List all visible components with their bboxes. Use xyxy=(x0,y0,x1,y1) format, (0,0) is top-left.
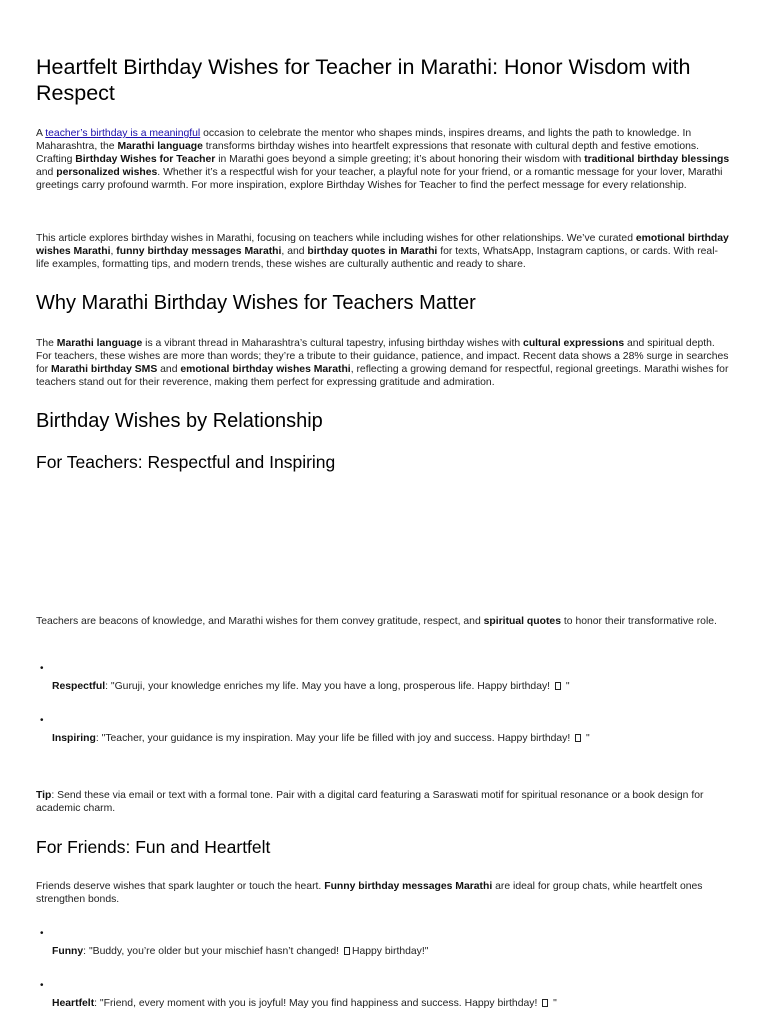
bold-term: Marathi language xyxy=(56,338,143,349)
bold-term: Funny birthday messages Marathi xyxy=(324,881,493,892)
wish-text: : "Buddy, you’re older but your mischief hasn’t changed! xyxy=(83,946,340,957)
wish-label: Inspiring xyxy=(52,733,96,744)
bold-term: cultural expressions xyxy=(523,338,625,349)
bullet-marker: • xyxy=(40,928,44,939)
wish-text: : "Friend, every moment with you is joyful! May you find happiness and success. Happy birthday! xyxy=(94,998,538,1009)
bold-term: Birthday Wishes for Teacher xyxy=(75,154,216,165)
intro-paragraph-2 xyxy=(36,232,730,271)
text-run: to honor their transformative role. xyxy=(561,616,717,627)
bullet-marker: • xyxy=(40,663,44,674)
bold-term: Marathi language xyxy=(117,141,203,152)
text-run: transforms birthday wishes into heartfelt expressions that resonate with cultural depth and festive emotions. Crafting xyxy=(36,141,700,165)
list-item xyxy=(52,680,722,693)
bullet-marker: • xyxy=(40,980,44,991)
text-run: , and xyxy=(281,246,308,257)
wish-label: Respectful xyxy=(52,681,106,692)
text-run: and spiritual depth. For teachers, these wishes are more than words; they’re a tribute to their guidance, patience, and impact. Recent data shows a 28% surge in searches for xyxy=(36,338,729,375)
text-run: A xyxy=(36,128,46,139)
subheading-friends: For Friends: Fun and Heartfelt xyxy=(36,837,271,857)
section-heading-by-relationship: Birthday Wishes by Relationship xyxy=(36,410,323,432)
list-item xyxy=(52,732,722,745)
text-run: : Send these via email or text with a formal tone. Pair with a digital card featuring a Saraswati motif for spiritual resonance or a book design for academic charm. xyxy=(36,790,704,814)
bullet-marker: • xyxy=(40,715,44,726)
bold-term: birthday quotes in Marathi xyxy=(307,246,438,257)
text-run: and xyxy=(157,364,181,375)
bold-term: emotional birthday wishes Marathi xyxy=(180,364,351,375)
text-run: , reflecting a growing demand for respectful, regional greetings. Marathi wishes for teachers stand out for their reverence, making them perfect for expressing gratitude and admiration. xyxy=(36,364,729,388)
bold-term: spiritual quotes xyxy=(483,616,561,627)
wish-text: : "Teacher, your guidance is my inspiration. May your life be filled with joy and success. Happy birthday! xyxy=(95,733,571,744)
wish-text: : "Guruji, your knowledge enriches my life. May you have a long, prosperous life. Happy birthday! xyxy=(105,681,551,692)
article-title: Heartfelt Birthday Wishes for Teacher in Marathi: Honor Wisdom with Respect xyxy=(36,55,691,105)
text-run: Friends deserve wishes that spark laughter or touch the heart. xyxy=(36,881,325,892)
text-run: This article explores birthday wishes in Marathi, focusing on teachers while including wishes for other relationships. We’ve curated xyxy=(36,233,636,244)
bold-term: emotional birthday wishes Marathi xyxy=(36,233,729,257)
text-run: are ideal for group chats, while heartfelt ones strengthen bonds. xyxy=(36,881,703,905)
teachers-birthday-link[interactable]: teacher’s birthday is a meaningful xyxy=(45,128,201,139)
emoji-placeholder-icon xyxy=(575,734,581,742)
wish-tail: " xyxy=(583,733,590,744)
list-item xyxy=(52,945,722,958)
text-run: . Whether it’s a respectful wish for your teacher, a playful note for your friend, or a romantic message for your lover, Marathi greetings carry profound warmth. For more inspiration, explore Birthday Wishes for Teacher to find the perfect message for every relationship. xyxy=(36,167,723,191)
intro-paragraph-1 xyxy=(36,127,730,192)
tip-paragraph xyxy=(36,789,730,815)
text-run: The xyxy=(36,338,57,349)
why-paragraph xyxy=(36,337,730,389)
bold-term: funny birthday messages Marathi xyxy=(116,246,282,257)
text-run: for texts, WhatsApp, Instagram captions, or cards. With real-life examples, formatting tips, and modern trends, these wishes are culturally authentic and ready to share. xyxy=(36,246,718,270)
wish-tail: " xyxy=(550,998,557,1009)
emoji-placeholder-icon xyxy=(344,947,350,955)
bold-term: personalized wishes xyxy=(56,167,158,178)
text-run: is a vibrant thread in Maharashtra’s cultural tapestry, infusing birthday wishes with xyxy=(142,338,524,349)
bold-term: Marathi birthday SMS xyxy=(51,364,158,375)
section-heading-why: Why Marathi Birthday Wishes for Teachers Matter xyxy=(36,292,476,314)
text-run: Teachers are beacons of knowledge, and Marathi wishes for them convey gratitude, respect, and xyxy=(36,616,484,627)
wish-label: Heartfelt xyxy=(52,998,95,1009)
text-run: , xyxy=(110,246,117,257)
wish-label: Funny xyxy=(52,946,84,957)
list-item xyxy=(52,997,722,1010)
bold-term: traditional birthday blessings xyxy=(584,154,730,165)
wish-tail: Happy birthday!" xyxy=(351,946,429,957)
text-run: in Marathi goes beyond a simple greeting; it’s about honoring their wisdom with xyxy=(215,154,585,165)
subheading-teachers: For Teachers: Respectful and Inspiring xyxy=(36,452,336,472)
teachers-paragraph xyxy=(36,615,730,628)
friends-paragraph xyxy=(36,880,730,906)
text-run: and xyxy=(36,167,57,178)
tip-label: Tip xyxy=(36,790,52,801)
emoji-placeholder-icon xyxy=(542,999,548,1007)
wish-tail: " xyxy=(562,681,570,692)
emoji-placeholder-icon xyxy=(555,682,561,690)
text-run: occasion to celebrate the mentor who shapes minds, inspires dreams, and lights the path to knowledge. In Maharashtra, the xyxy=(36,128,692,152)
